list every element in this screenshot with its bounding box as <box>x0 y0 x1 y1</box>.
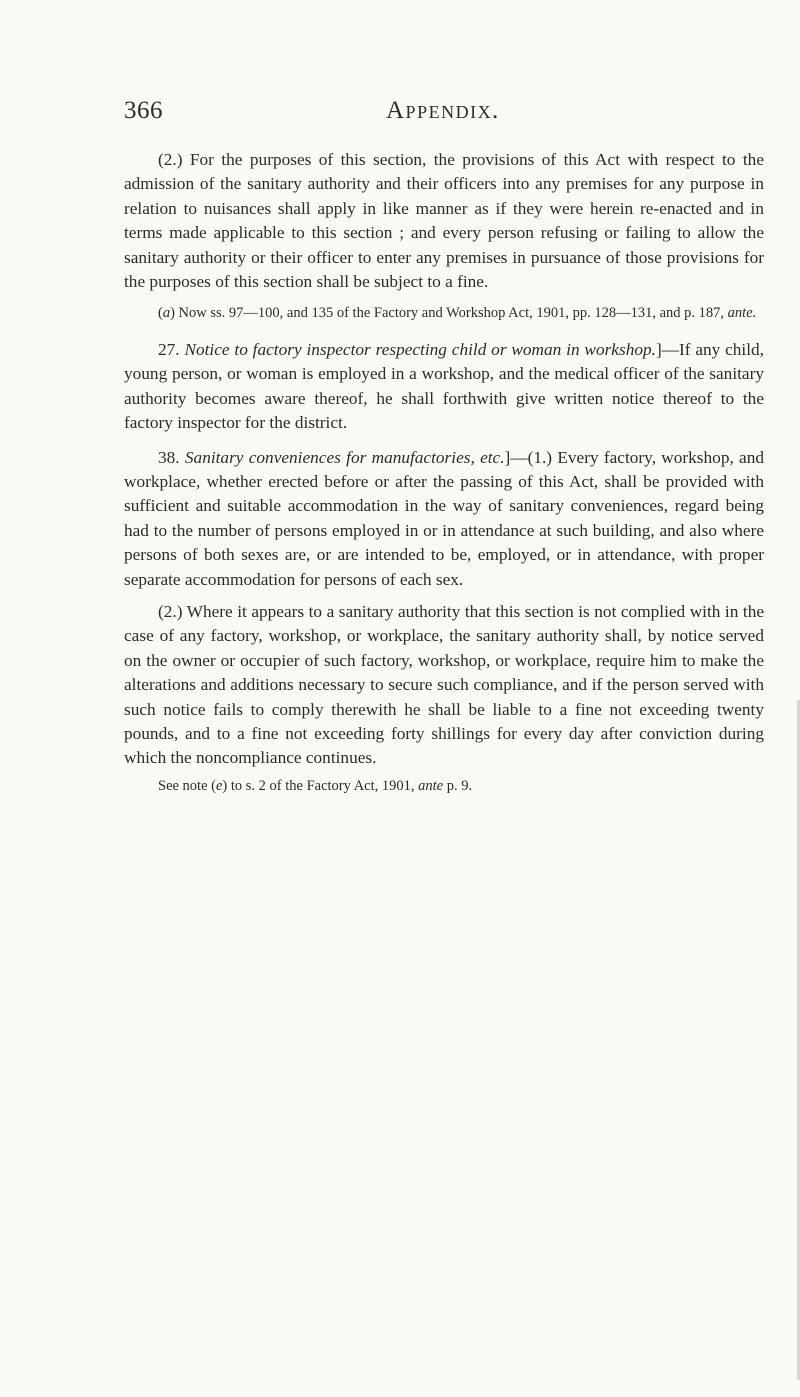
see-note-rest: ) to s. 2 of the Factory Act, 1901, <box>222 777 419 794</box>
footnote-a-marker: a <box>162 305 171 322</box>
section-27-number: 27. <box>158 339 180 359</box>
page-body <box>124 148 764 796</box>
section-27 <box>124 338 764 436</box>
page-header <box>124 97 764 133</box>
footnote-a-text: ) Now ss. 97—100, and 135 of the Factory and Workshop Act, 1901, pp. 128—131, and p. 187, <box>170 305 728 322</box>
section-38-number: 38. <box>158 447 180 467</box>
footnote-a-prefix: ( <box>158 305 163 322</box>
see-note-tail: p. 9. <box>443 777 473 794</box>
see-note-marker: e <box>215 777 223 794</box>
footnote-a <box>124 304 764 324</box>
running-head: Appendix. <box>386 97 500 124</box>
section-38-title: Sanitary conveniences for manufactories, etc. <box>184 447 505 467</box>
section-38 <box>124 446 764 592</box>
section-27-title: Notice to factory inspector respecting child or woman in workshop. <box>184 339 656 359</box>
page-number: 366 <box>124 97 163 124</box>
section-38-text: ]—(1.) Every factory, workshop, and workplace, whether erected before or after the passing of this Act, shall be provided with sufficient and suitable accommodation in the way of sanitary conveniences, regard being had to the number of persons employed in or in attendance at such building, and also where persons of both sexes are, or are intended to be, employed, or in attendance, with proper separate accommodation for persons of each sex. <box>124 447 765 589</box>
footnote-see-note <box>124 777 764 797</box>
paragraph-38-subsection-2: (2.) Where it appears to a sanitary authority that this section is not complied with in the case of any factory, workshop, or workplace, the sanitary authority shall, by notice served on the owner or occupier of such factory, workshop, or workplace, require him to make the alterations and additions necessary to secure such compliance, and if the person served with such notice fails to comply therewith he shall be liable to a fine not exceeding twenty pounds, and to a fine not exceeding forty shillings for every day after conviction during which the noncompliance continues. <box>124 602 764 768</box>
paragraph-subsection-2: (2.) For the purposes of this section, the provisions of this Act with respect to the admission of the sanitary authority and their officers into any premises for any purpose in relation to nuisances shall apply in like manner as if they were herein re-enacted and in terms made applicable to this section ; and every person refusing or failing to allow the sanitary authority or their officer to enter any premises in pursuance of those provisions for the purposes of this section shall be subject to a fine. <box>124 150 764 292</box>
footnote-a-ante: ante. <box>727 305 757 322</box>
section-27-text: ]—If any child, young person, or woman is employed in a workshop, and the medical officer of the sanitary authority becomes aware thereof, he shall forthwith give written notice thereof to the factory inspector for the district. <box>124 339 764 433</box>
see-note-ante: ante <box>418 777 444 794</box>
see-note-text: See note ( <box>158 777 216 794</box>
